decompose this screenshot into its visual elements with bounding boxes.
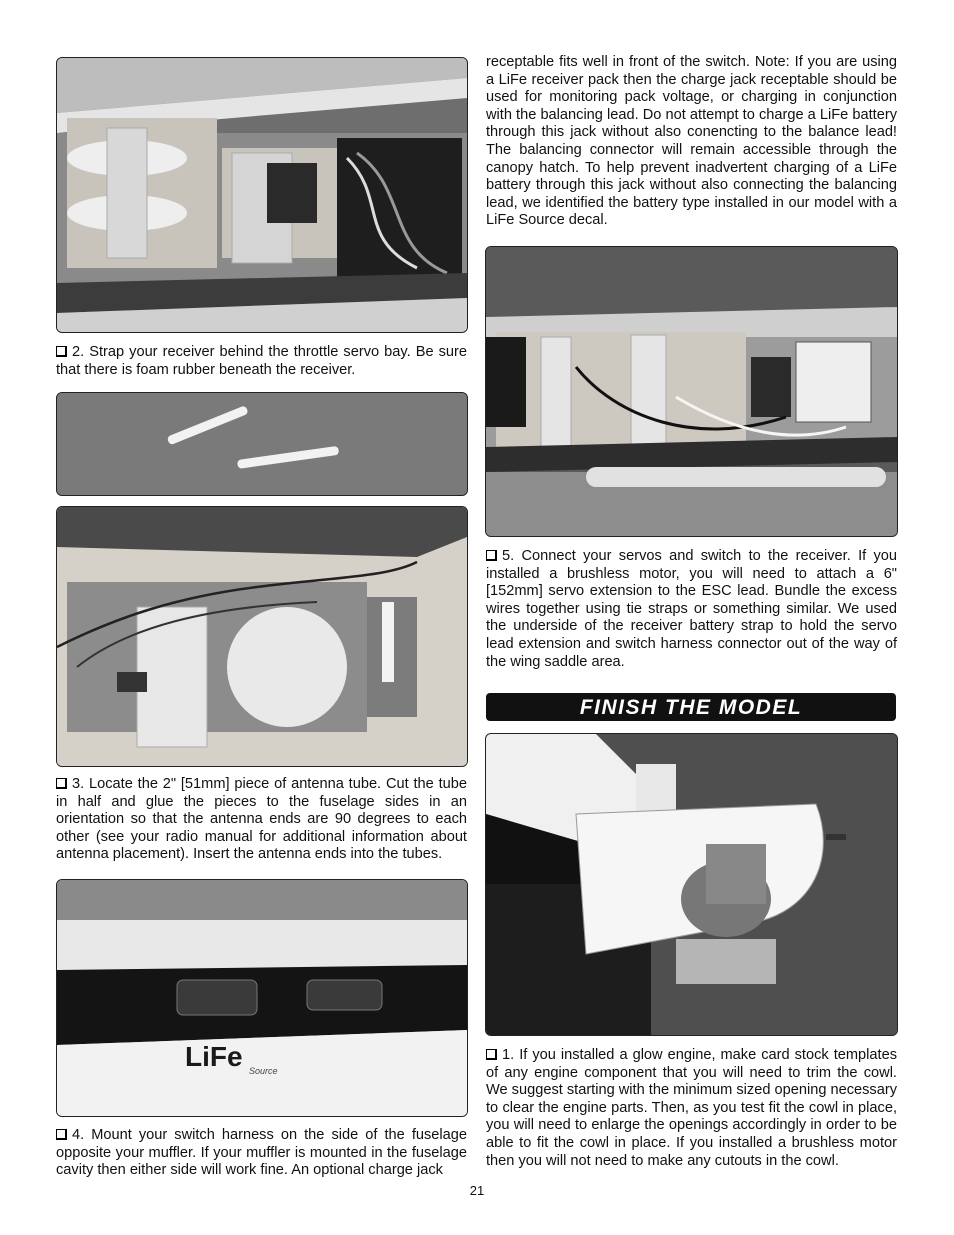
- step-4-continued: receptable fits well in front of the switch. Note: If you are using a LiFe receiver pack then the charge jack receptable should be used for monitoring pack voltage, or charging in conjunction with the balancing lead. Do not attempt to charge a LiFe battery through this jack without also conencting to the balance lead! The balancing connector will remain accessible through the canopy hatch. To help prevent inadvertent charging of a LiFe battery through this jack without also connecting the balancing lead, we identified the battery type installed in our model with a LiFe Source decal.: [486, 54, 897, 229]
- step-3-label: 3. Locate the 2" [51mm] piece of antenna tube. Cut the tube in half and glue the pieces to the fuselage sides in an orientation so that the antenna ends are 90 degrees to each other (see your radio manual for additional information about antenna placement). Insert the antenna ends into the tubes.: [56, 776, 467, 863]
- life-decal-logo: LiFe: [185, 1041, 243, 1072]
- finish-step-1-label: 1. If you installed a glow engine, make card stock templates of any engine component that you will need to trim the cowl. We suggest starting with the minimum sized opening necessary to clear the engine parts. Then, as you test fit the cowl in place, you will need to enlarge the openings accordingly in order to be able to fit the cowl in place. If you installed a brushless motor then you will not need to make any cutouts in the cowl.: [486, 1047, 897, 1169]
- page-number: 21: [469, 1183, 485, 1198]
- checkbox-icon[interactable]: [486, 550, 497, 561]
- photo-antenna-placement: [56, 506, 468, 767]
- checkbox-icon[interactable]: [56, 346, 67, 357]
- step-2-label: 2. Strap your receiver behind the throttle servo bay. Be sure that there is foam rubber beneath the receiver.: [56, 344, 467, 378]
- step-5-label: 5. Connect your servos and switch to the receiver. If you installed a brushless motor, you will need to attach a 6" [152mm] servo extension to the ESC lead. Bundle the excess wires together using tie straps or something similar. We used the underside of the receiver battery strap to hold the servo lead extension and switch harness connector out of the way of the wing saddle area.: [486, 548, 897, 670]
- checkbox-icon[interactable]: [486, 1049, 497, 1060]
- photo-engine-template: [485, 733, 898, 1036]
- checkbox-icon[interactable]: [56, 778, 67, 789]
- step-4-text: [56, 1127, 467, 1180]
- step-3-text: [56, 776, 467, 864]
- photo-switch-harness: [56, 879, 468, 1117]
- step-5-text: [486, 548, 897, 671]
- photo-servo-connections: [485, 246, 898, 537]
- finish-step-1-text: [486, 1047, 897, 1170]
- photo-receiver-bay: [56, 57, 468, 333]
- life-decal-subtext: Source: [249, 1066, 278, 1076]
- section-title-finish-the-model: FINISH THE MODEL: [486, 693, 896, 721]
- checkbox-icon[interactable]: [56, 1129, 67, 1140]
- step-4-label: 4. Mount your switch harness on the side of the fuselage opposite your muffler. If your muffler is mounted in the fuselage cavity then either side will work fine. An optional charge jack: [56, 1127, 467, 1179]
- photo-antenna-tubes: [56, 392, 468, 496]
- step-2-text: [56, 344, 467, 379]
